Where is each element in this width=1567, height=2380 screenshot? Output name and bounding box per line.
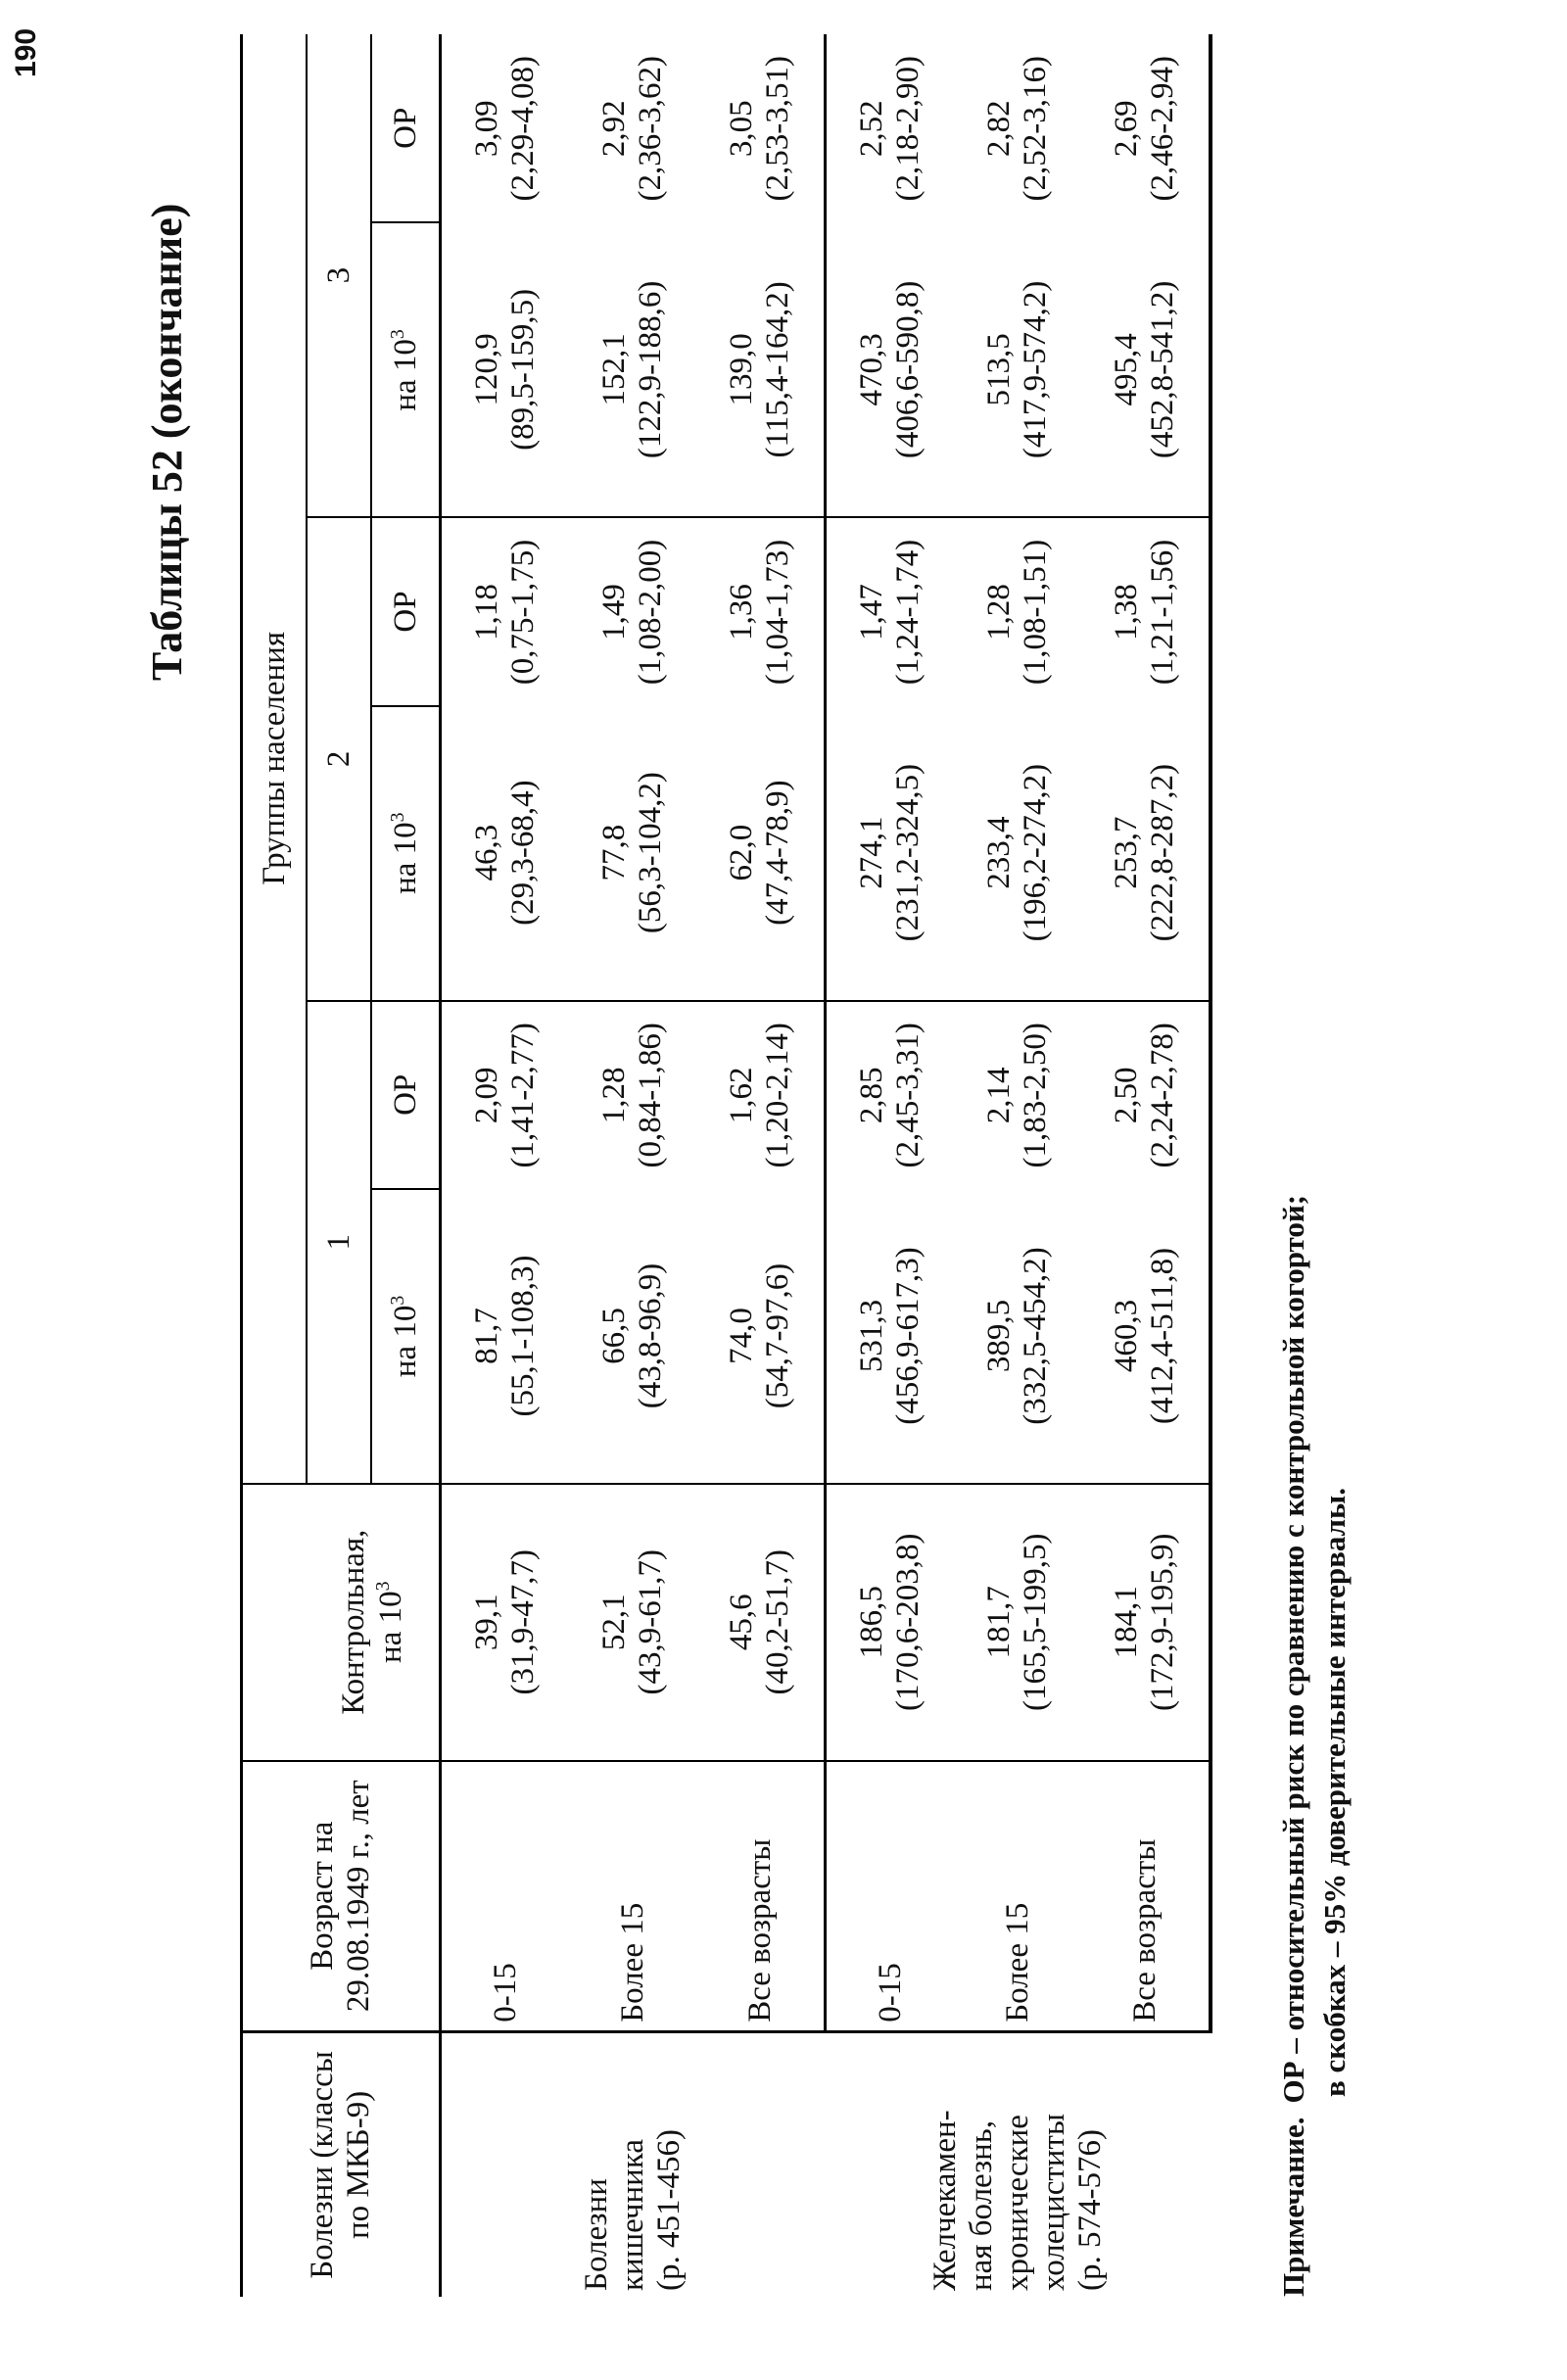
value-cell-g1or bbox=[441, 1001, 570, 1190]
value-ci: (456,9-617,3) bbox=[890, 1247, 926, 1425]
value-ci: (2,18-2,90) bbox=[890, 56, 926, 202]
value-cell-g3n bbox=[441, 223, 570, 518]
value-ci: (31,9-47,7) bbox=[505, 1548, 541, 1695]
value-cell-g3n bbox=[954, 223, 1081, 518]
value-main: 184,1 bbox=[1109, 1586, 1145, 1659]
value-main: 2,85 bbox=[854, 1067, 890, 1124]
value-cell-g2or bbox=[696, 517, 826, 706]
value-cell-g2or bbox=[441, 517, 570, 706]
value-cell-g2n bbox=[696, 706, 826, 1001]
value-cell-g3or bbox=[696, 34, 826, 223]
value-cell-g1or bbox=[1081, 1001, 1211, 1190]
value-main: 186,5 bbox=[854, 1586, 890, 1659]
value-cell-g1or bbox=[826, 1001, 955, 1190]
disease-line: ная болезнь, bbox=[963, 2119, 999, 2291]
value-cell-g2n bbox=[954, 706, 1081, 1001]
table-body bbox=[441, 34, 1211, 2297]
value-ci: (2,24-2,78) bbox=[1145, 1023, 1180, 1168]
value-cell-control bbox=[826, 1484, 955, 1761]
value-cell-g2or bbox=[569, 517, 696, 706]
value-main: 66,5 bbox=[596, 1308, 633, 1364]
value-main: 2,50 bbox=[1109, 1067, 1145, 1124]
disease-line: хронические bbox=[999, 2115, 1035, 2291]
age-cell: Все возрасты bbox=[696, 1761, 826, 2032]
value-cell-control bbox=[954, 1484, 1081, 1761]
value-cell-g1n bbox=[954, 1189, 1081, 1484]
value-ci: (1,08-2,00) bbox=[633, 539, 668, 686]
value-ci: (452,8-541,2) bbox=[1145, 280, 1180, 459]
value-ci: (43,8-96,9) bbox=[633, 1262, 668, 1409]
value-ci: (2,52-3,16) bbox=[1018, 56, 1053, 202]
value-main: 2,52 bbox=[854, 100, 890, 158]
value-main: 2,82 bbox=[981, 100, 1018, 158]
value-ci: (43,9-61,7) bbox=[633, 1548, 668, 1695]
value-ci: (2,29-4,08) bbox=[505, 56, 541, 202]
value-main: 120,9 bbox=[469, 333, 505, 406]
value-cell-g3n bbox=[826, 223, 955, 518]
value-main: 181,7 bbox=[981, 1586, 1018, 1659]
disease-line: кишечника bbox=[615, 2138, 651, 2291]
value-main: 46,3 bbox=[469, 824, 505, 881]
header-disease: Болезни (классы по МКБ-9) bbox=[242, 2031, 441, 2297]
disease-line: Болезни bbox=[579, 2178, 615, 2291]
disease-line: холециститы bbox=[1035, 2113, 1071, 2291]
value-main: 74,0 bbox=[724, 1308, 760, 1364]
header-control-sup: 3 bbox=[372, 1581, 394, 1592]
age-cell: Все возрасты bbox=[1081, 1761, 1211, 2032]
value-main: 39,1 bbox=[469, 1594, 505, 1651]
value-cell-g2n bbox=[569, 706, 696, 1001]
value-main: 1,28 bbox=[596, 1067, 633, 1124]
disease-line: (р. 451-456) bbox=[651, 2129, 688, 2291]
header-g3-per: на $10^3$ bbox=[371, 223, 441, 518]
value-ci: (1,20-2,14) bbox=[760, 1023, 795, 1168]
value-main: 2,92 bbox=[596, 100, 633, 158]
value-main: 460,3 bbox=[1109, 1299, 1145, 1373]
value-main: 1,18 bbox=[469, 584, 505, 641]
age-cell: Более 15 bbox=[954, 1761, 1081, 2032]
value-main: 470,3 bbox=[854, 333, 890, 406]
value-main: 513,5 bbox=[981, 333, 1018, 406]
value-main: 2,69 bbox=[1109, 100, 1145, 158]
value-ci: (2,45-3,31) bbox=[890, 1023, 926, 1168]
value-main: 531,3 bbox=[854, 1299, 890, 1373]
value-ci: (54,7-97,6) bbox=[760, 1262, 795, 1409]
value-cell-g1or bbox=[569, 1001, 696, 1190]
value-main: 2,09 bbox=[469, 1067, 505, 1124]
value-cell-g3or bbox=[826, 34, 955, 223]
value-cell-control bbox=[569, 1484, 696, 1761]
value-cell-g1or bbox=[696, 1001, 826, 1190]
table-row bbox=[696, 34, 826, 2297]
value-cell-g3n bbox=[696, 223, 826, 518]
value-cell-g2n bbox=[826, 706, 955, 1001]
header-g1-or: ОР bbox=[371, 1001, 441, 1190]
header-control-label: Контрольная, bbox=[336, 1529, 372, 1715]
value-ci: (231,2-324,5) bbox=[890, 763, 926, 942]
value-ci: (2,46-2,94) bbox=[1145, 56, 1180, 202]
value-main: 253,7 bbox=[1109, 816, 1145, 889]
value-ci: (2,53-3,51) bbox=[760, 56, 795, 202]
value-main: 233,4 bbox=[981, 816, 1018, 889]
value-ci: (1,21-1,56) bbox=[1145, 539, 1180, 686]
value-ci: (2,36-3,62) bbox=[633, 56, 668, 202]
page-number: 190 bbox=[10, 27, 42, 77]
header-control-unit: на 10 bbox=[373, 1591, 408, 1663]
value-ci: (1,04-1,73) bbox=[760, 539, 795, 686]
value-cell-control bbox=[1081, 1484, 1211, 1761]
footnote bbox=[1273, 1195, 1355, 2297]
value-ci: (172,9-195,9) bbox=[1145, 1533, 1180, 1711]
value-ci: (1,83-2,50) bbox=[1018, 1023, 1053, 1168]
value-cell-g2or bbox=[954, 517, 1081, 706]
value-main: 389,5 bbox=[981, 1299, 1018, 1373]
value-ci: (29,3-68,4) bbox=[505, 780, 541, 926]
value-ci: (40,2-51,7) bbox=[760, 1548, 795, 1695]
disease-cell bbox=[826, 2031, 1211, 2297]
value-ci: (412,4-511,8) bbox=[1145, 1247, 1180, 1425]
value-ci: (1,24-1,74) bbox=[890, 539, 926, 686]
value-cell-g3or bbox=[569, 34, 696, 223]
value-cell-g3or bbox=[441, 34, 570, 223]
header-group-3: 3 bbox=[307, 34, 371, 517]
value-cell-g3n bbox=[1081, 223, 1211, 518]
value-main: 77,8 bbox=[596, 824, 633, 881]
value-ci: (115,4-164,2) bbox=[760, 281, 795, 458]
value-ci: (122,9-188,6) bbox=[633, 280, 668, 459]
value-main: 2,14 bbox=[981, 1067, 1018, 1124]
value-cell-control bbox=[696, 1484, 826, 1761]
value-cell-g1or bbox=[954, 1001, 1081, 1190]
value-main: 495,4 bbox=[1109, 333, 1145, 406]
header-g2-per: на $10^3$ bbox=[371, 706, 441, 1001]
value-ci: (1,08-1,51) bbox=[1018, 539, 1053, 686]
value-main: 1,28 bbox=[981, 584, 1018, 641]
value-main: 152,1 bbox=[596, 333, 633, 406]
value-cell-g3n bbox=[569, 223, 696, 518]
value-cell-g1n bbox=[569, 1189, 696, 1484]
table-row bbox=[569, 34, 696, 2297]
value-main: 45,6 bbox=[724, 1594, 760, 1651]
table-row bbox=[1081, 34, 1211, 2297]
value-main: 274,1 bbox=[854, 816, 890, 889]
age-cell: Более 15 bbox=[569, 1761, 696, 2032]
value-main: 1,36 bbox=[724, 584, 760, 641]
table-title: Таблицы 52 (окончание) bbox=[143, 203, 191, 681]
value-cell-g1n bbox=[826, 1189, 955, 1484]
value-main: 1,38 bbox=[1109, 584, 1145, 641]
value-cell-g2n bbox=[441, 706, 570, 1001]
value-main: 3,05 bbox=[724, 100, 760, 158]
value-main: 1,62 bbox=[724, 1067, 760, 1124]
value-main: 81,7 bbox=[469, 1308, 505, 1364]
value-ci: (1,41-2,77) bbox=[505, 1023, 541, 1168]
header-g1-per: на $10^3$ bbox=[371, 1189, 441, 1484]
disease-line: (р. 574-576) bbox=[1071, 2129, 1108, 2291]
value-cell-g1n bbox=[696, 1189, 826, 1484]
disease-line: Желчекамен- bbox=[926, 2110, 963, 2291]
value-main: 1,47 bbox=[854, 584, 890, 641]
value-ci: (0,75-1,75) bbox=[505, 539, 541, 686]
header-age: Возраст на 29.08.1949 г., лет bbox=[242, 1761, 441, 2032]
age-cell: 0-15 bbox=[441, 1761, 570, 2032]
value-ci: (0,84-1,86) bbox=[633, 1023, 668, 1168]
value-cell-g1n bbox=[441, 1189, 570, 1484]
age-cell: 0-15 bbox=[826, 1761, 955, 2032]
value-ci: (417,9-574,2) bbox=[1018, 280, 1053, 459]
table-row bbox=[954, 34, 1081, 2297]
header-groups: Группы населения bbox=[242, 34, 308, 1484]
value-ci: (170,6-203,8) bbox=[890, 1533, 926, 1711]
value-cell-control bbox=[441, 1484, 570, 1761]
value-main: 3,09 bbox=[469, 100, 505, 158]
disease-cell bbox=[441, 2031, 826, 2297]
footnote-line-1: ОР – относительный риск по сравнению с контрольной когортой; bbox=[1276, 1194, 1310, 2104]
value-cell-g1n bbox=[1081, 1189, 1211, 1484]
header-g2-or: ОР bbox=[371, 517, 441, 706]
value-ci: (332,5-454,2) bbox=[1018, 1247, 1053, 1425]
value-main: 1,49 bbox=[596, 584, 633, 641]
value-main: 62,0 bbox=[724, 824, 760, 881]
header-group-1: 1 bbox=[307, 1001, 371, 1484]
value-main: 52,1 bbox=[596, 1594, 633, 1651]
value-ci: (222,8-287,2) bbox=[1145, 763, 1180, 942]
header-control bbox=[307, 1484, 441, 1761]
table-row bbox=[826, 34, 955, 2297]
value-cell-g2or bbox=[826, 517, 955, 706]
value-ci: (196,2-274,2) bbox=[1018, 763, 1053, 942]
value-cell-g2or bbox=[1081, 517, 1211, 706]
value-cell-g2n bbox=[1081, 706, 1211, 1001]
value-ci: (406,6-590,8) bbox=[890, 280, 926, 459]
header-blank bbox=[242, 1484, 308, 1761]
header-g3-or: ОР bbox=[371, 34, 441, 223]
value-ci: (55,1-108,3) bbox=[505, 1255, 541, 1417]
value-cell-g3or bbox=[1081, 34, 1211, 223]
value-ci: (89,5-159,5) bbox=[505, 288, 541, 451]
data-table bbox=[240, 34, 1212, 2297]
footnote-line-2: в скобках – 95% доверительные интервалы. bbox=[1316, 1487, 1352, 2097]
value-ci: (56,3-104,2) bbox=[633, 772, 668, 934]
table-row bbox=[441, 34, 570, 2297]
value-ci: (165,5-199,5) bbox=[1018, 1533, 1053, 1711]
footnote-label: Примечание. bbox=[1276, 2117, 1310, 2297]
value-cell-g3or bbox=[954, 34, 1081, 223]
value-main: 139,0 bbox=[724, 333, 760, 406]
header-group-2: 2 bbox=[307, 517, 371, 1000]
value-ci: (47,4-78,9) bbox=[760, 780, 795, 926]
